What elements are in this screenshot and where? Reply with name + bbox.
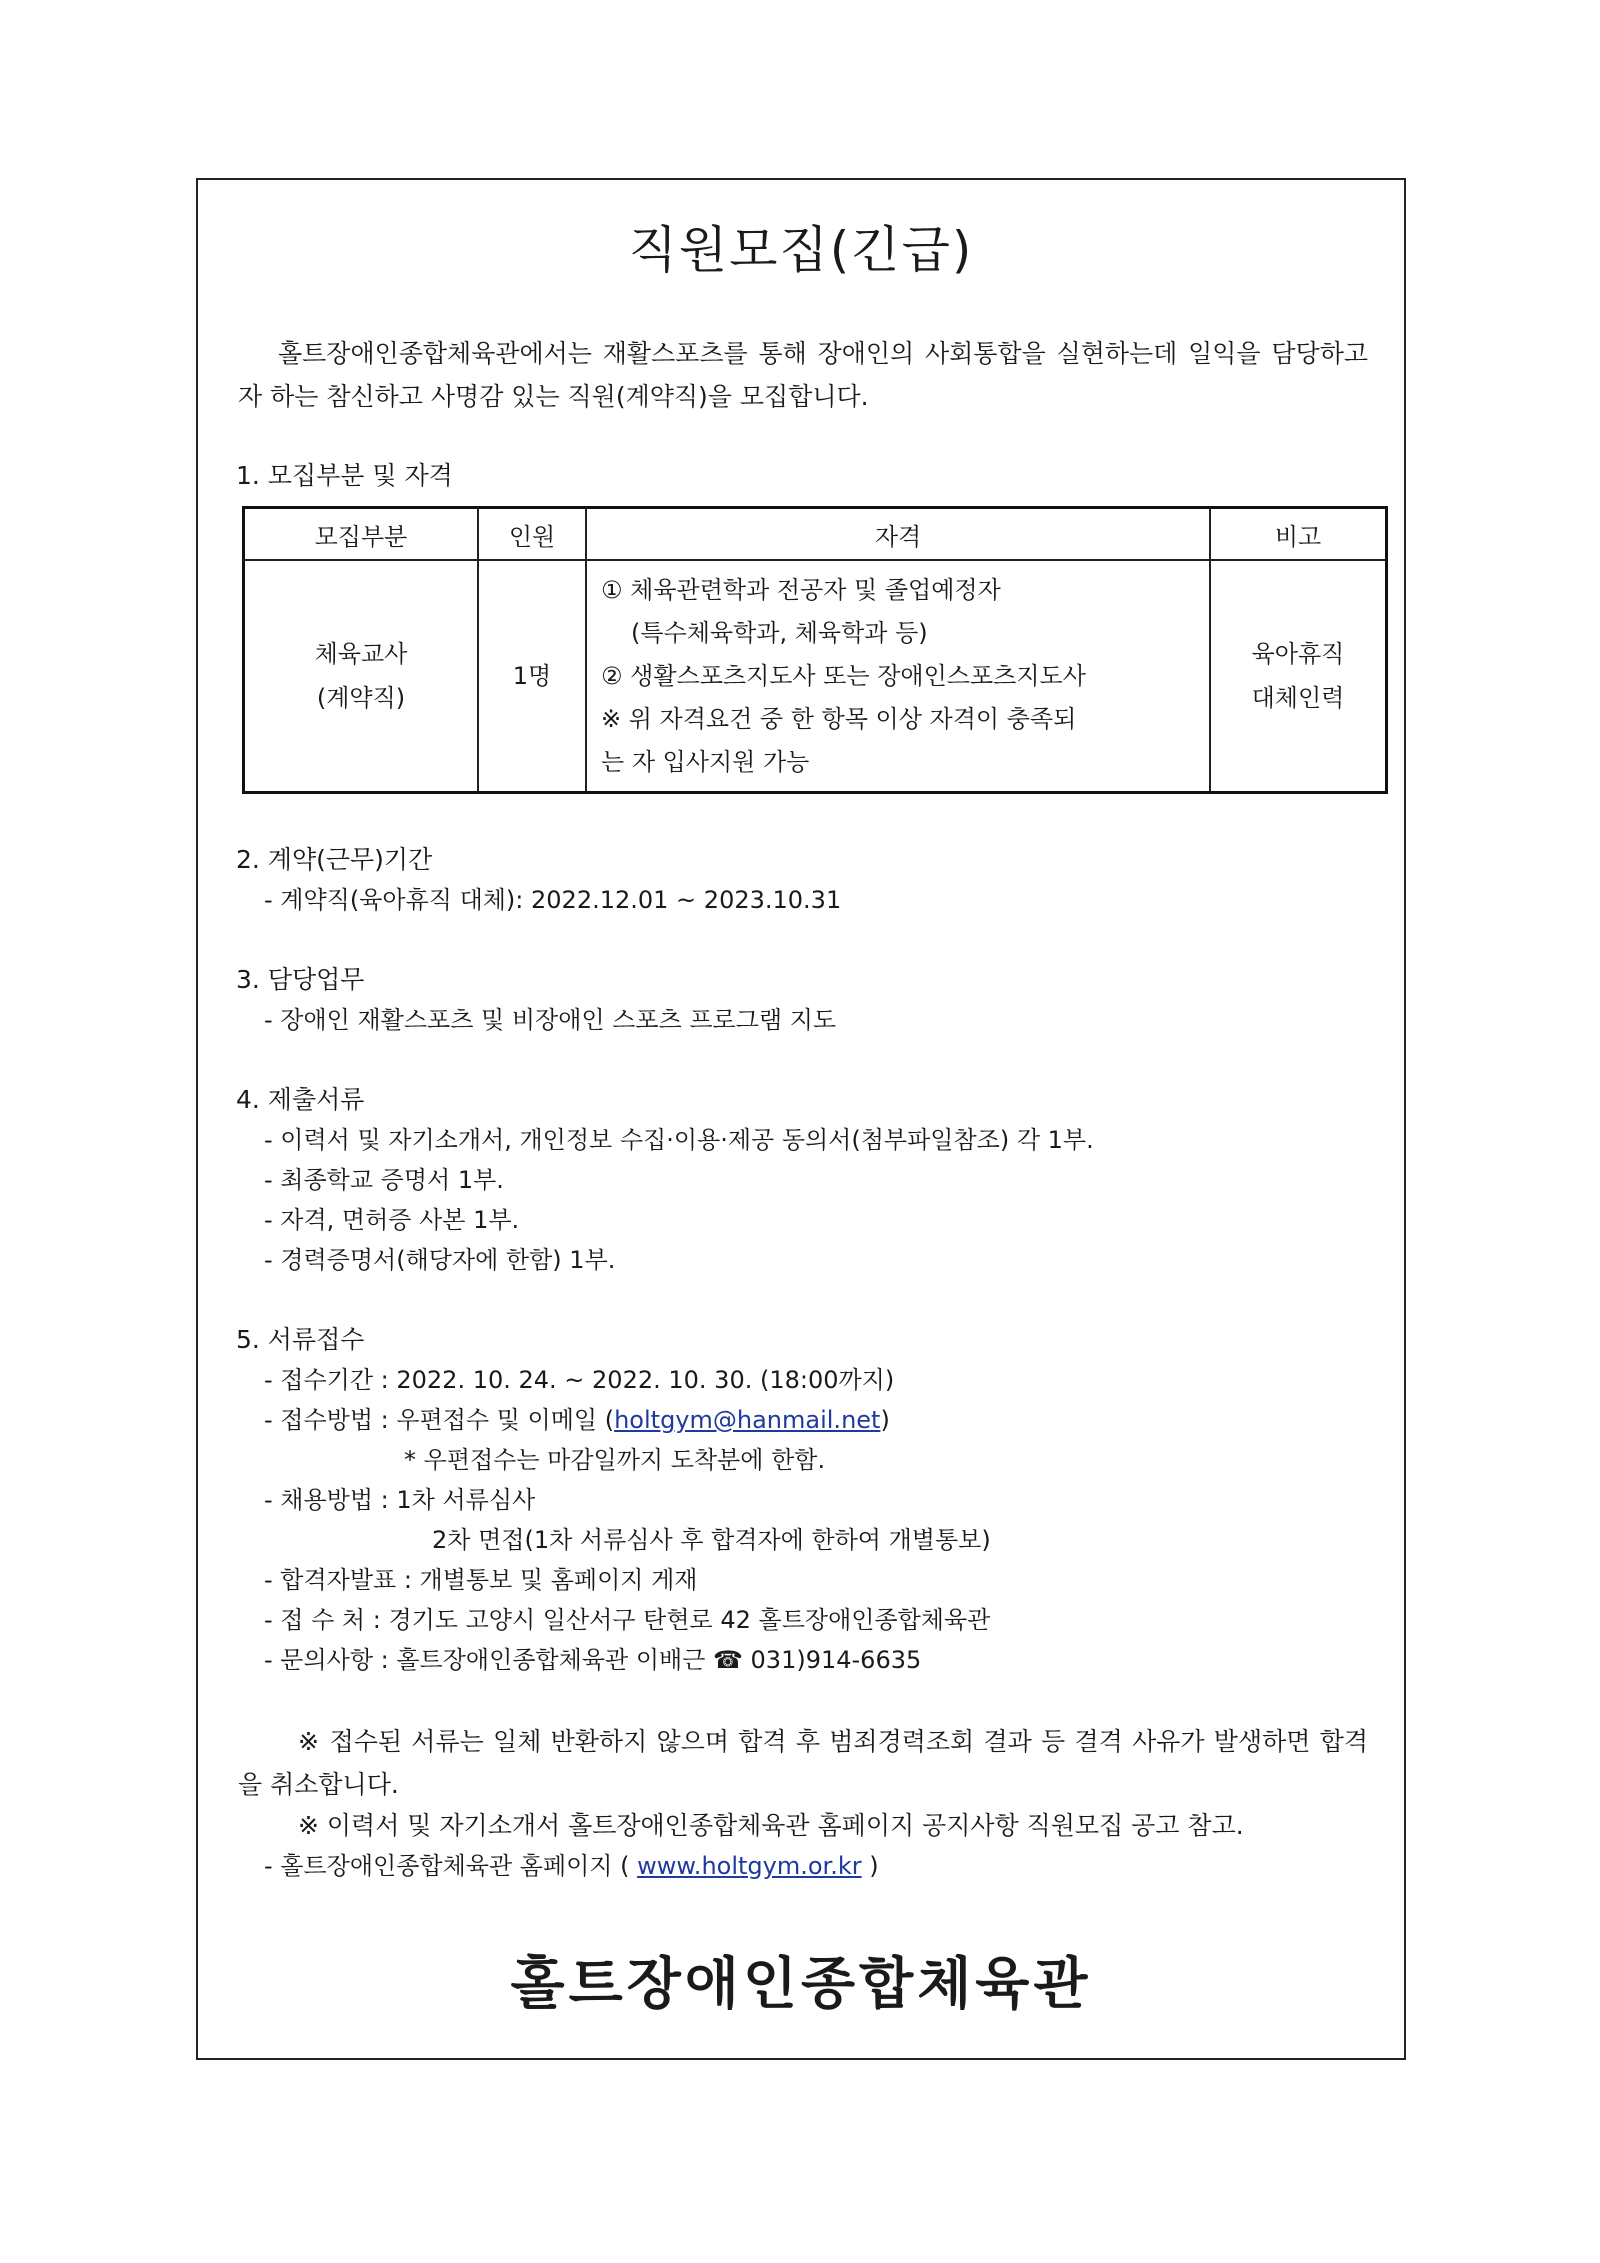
organization-name: 홀트장애인종합체육관 [510,1952,1092,2017]
homepage-suffix: ) [861,1852,879,1880]
application-place: - 접 수 처 : 경기도 고양시 일산서구 탄현로 42 홀트장애인종합체육관 [264,1606,991,1634]
table-header-row [244,508,1387,561]
header-remark: 비고 [1210,508,1387,561]
cell-position [244,560,479,793]
notice-note-1: ※ 접수된 서류는 일체 반환하지 않으며 합격 후 범죄경력조회 결과 등 결격 사유가 발생하면 합격을 취소합니다. [238,1727,1368,1799]
section2-heading: 2. 계약(근무)기간 [236,845,433,874]
result-announcement: - 합격자발표 : 개별통보 및 홈페이지 게재 [264,1566,698,1594]
document-item: - 최종학교 증명서 1부. [264,1166,504,1194]
section3-heading: 3. 담당업무 [236,965,365,994]
qualification-line: ① 체육관련학과 전공자 및 졸업예정자 [601,575,1001,604]
cell-remark [1210,560,1387,793]
email-link[interactable]: holtgym@hanmail.net [614,1406,881,1434]
section1-heading: 1. 모집부분 및 자격 [236,461,453,490]
document-item: - 자격, 면허증 사본 1부. [264,1206,520,1234]
homepage-line [264,1846,879,1881]
section5-heading: 5. 서류접수 [236,1325,365,1354]
recruitment-table [242,506,1388,794]
notice-frame [196,178,1406,2060]
method-suffix: ) [880,1406,890,1434]
position-name: 체육교사 [314,640,408,668]
method-note: * 우편접수는 마감일까지 도착분에 한함. [404,1446,826,1474]
application-period: - 접수기간 : 2022. 10. 24. ~ 2022. 10. 30. (18:00까지) [264,1366,895,1394]
remark-line: 육아휴직 [1251,640,1345,668]
section4-heading: 4. 제출서류 [236,1085,365,1114]
position-type: (계약직) [316,684,406,712]
qualification-line: (특수체육학과, 체육학과 등) [631,618,928,647]
homepage-prefix: - 홀트장애인종합체육관 홈페이지 ( [264,1852,638,1880]
homepage-link[interactable]: www.holtgym.or.kr [637,1852,862,1880]
notice-note-2: ※ 이력서 및 자기소개서 홀트장애인종합체육관 홈페이지 공지사항 직원모집 공고 참고. [298,1811,1244,1840]
header-count: 인원 [478,508,586,561]
table-row [244,560,1387,793]
cell-count: 1명 [478,560,586,793]
cell-qualification [586,560,1210,793]
qualification-line: 는 자 입사지원 가능 [601,747,810,776]
document-item: - 이력서 및 자기소개서, 개인정보 수집·이용·제공 동의서(첨부파일참조) 각 1부. [264,1126,1094,1154]
page-title: 직원모집(긴급) [628,221,974,279]
duty-description: - 장애인 재활스포츠 및 비장애인 스포츠 프로그램 지도 [264,1006,837,1034]
contract-period: - 계약직(육아휴직 대체): 2022.12.01 ~ 2023.10.31 [264,886,842,914]
application-method [264,1400,890,1435]
header-position: 모집부분 [244,508,479,561]
hiring-method-step2: 2차 면접(1차 서류심사 후 합격자에 한하여 개별통보) [432,1526,991,1554]
qualification-line: ※ 위 자격요건 중 한 항목 이상 자격이 충족되 [601,704,1077,733]
remark-line: 대체인력 [1251,684,1345,712]
intro-paragraph: 홀트장애인종합체육관에서는 재활스포츠를 통해 장애인의 사회통합을 실현하는데 일익을 담당하고자 하는 참신하고 사명감 있는 직원(계약직)을 모집합니다. [238,339,1368,411]
header-qualification: 자격 [586,508,1210,561]
method-prefix: - 접수방법 : 우편접수 및 이메일 ( [264,1406,615,1434]
contact-info: - 문의사항 : 홀트장애인종합체육관 이배근 ☎ 031)914-6635 [264,1646,922,1674]
hiring-method: - 채용방법 : 1차 서류심사 [264,1486,536,1514]
document-item: - 경력증명서(해당자에 한함) 1부. [264,1246,616,1274]
qualification-line: ② 생활스포츠지도사 또는 장애인스포츠지도사 [601,661,1086,690]
